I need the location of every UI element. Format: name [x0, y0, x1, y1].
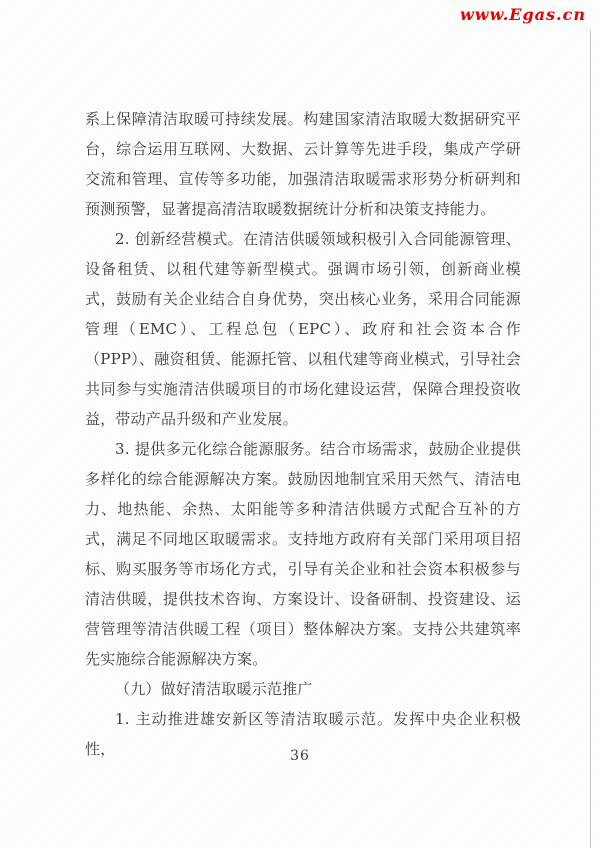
paragraph: 3. 提供多元化综合能源服务。结合市场需求，鼓励企业提供多样化的综合能源解决方案。鼓励因地制宜采用天然气、清洁电力、地热能、余热、太阳能等多种清洁供暖方式配合互补的方式，满足不同地区取暖需求。支持地方政府有关部门采用项目招标、购买服务等市场化方式，引导有关企业和社会资本积极参与清洁供暖，提供技术咨询、方案设计、设备研制、投资建设、运营管理等清洁供暖工程（项目）整体解决方案。支持公共建筑率先实施综合能源解决方案。 [85, 440, 521, 668]
document-body [85, 104, 521, 764]
site-watermark: www.Egas.cn [460, 5, 586, 24]
paragraph: 系上保障清洁取暖可持续发展。构建国家清洁取暖大数据研究平台，综合运用互联网、大数据、云计算等先进手段，集成产学研交流和管理、宣传等多功能，加强清洁取暖需求形势分析研判和预测预警，显著提高清洁取暖数据统计分析和决策支持能力。 [85, 110, 521, 218]
paragraph: 1. 主动推进雄安新区等清洁取暖示范。发挥中央企业积极性， [85, 710, 521, 758]
paragraph: （九）做好清洁取暖示范推广 [115, 680, 313, 698]
page-number: 36 [290, 748, 310, 764]
paragraph: 2. 创新经营模式。在清洁供暖领域积极引入合同能源管理、设备租赁、以租代建等新型模式。强调市场引领，创新商业模式，鼓励有关企业结合自身优势，突出核心业务，采用合同能源管理（EMC）、工程总包（EPC）、政府和社会资本合作（PPP）、融资租赁、能源托管、以租代建等商业模式，引导社会共同参与实施清洁供暖项目的市场化建设运营，保障合理投资收益，带动产品升级和产业发展。 [85, 230, 521, 428]
scan-page-edge-line [590, 30, 591, 848]
